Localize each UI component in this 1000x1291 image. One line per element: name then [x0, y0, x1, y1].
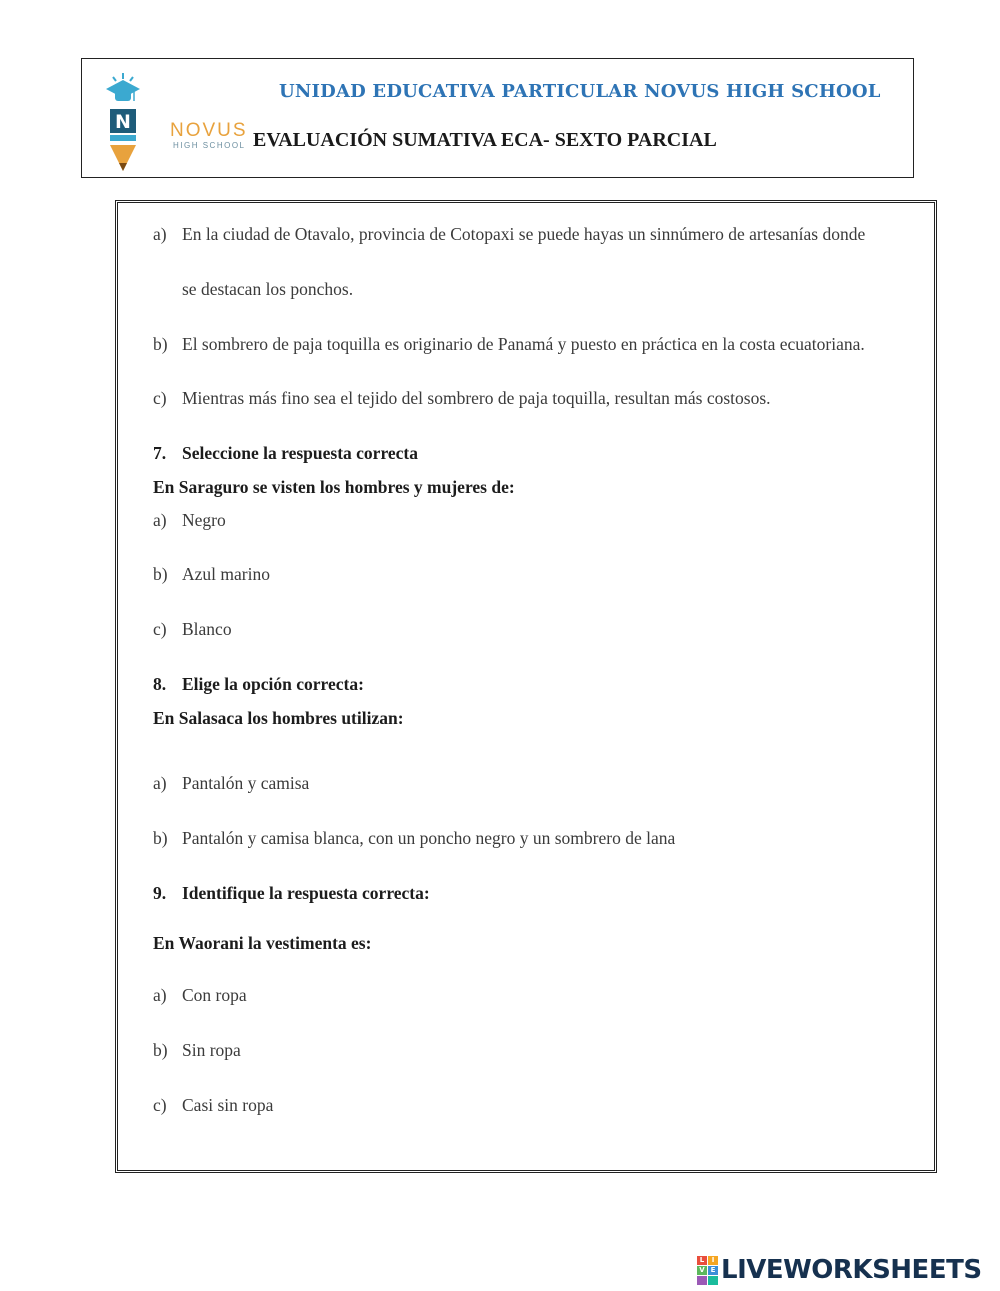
option-label: b): [153, 1040, 168, 1060]
question-title: Elige la opción correcta:: [182, 674, 364, 694]
badge-letter: V: [697, 1266, 707, 1275]
logo-wordmark: [170, 121, 248, 150]
question-number: 8.: [153, 674, 167, 694]
item-label: a): [153, 224, 167, 244]
logo-emblem-icon: [102, 71, 162, 173]
item-label: c): [153, 388, 167, 408]
item-text: El sombrero de paja toquilla es originario de Panamá y puesto en práctica en la costa ecuatoriana.: [182, 334, 865, 354]
option-text: Pantalón y camisa: [182, 773, 310, 793]
live-badge-icon: [697, 1256, 718, 1285]
option-text: Pantalón y camisa blanca, con un poncho negro y un sombrero de lana: [182, 828, 676, 848]
school-logo: [102, 71, 248, 173]
option-text: Negro: [182, 510, 226, 530]
question-number: 9.: [153, 883, 167, 903]
badge-letter: I: [708, 1256, 718, 1265]
liveworksheets-brand[interactable]: [697, 1255, 982, 1285]
option-text: Sin ropa: [182, 1040, 241, 1060]
question-title: Identifique la respuesta correcta:: [182, 883, 430, 903]
question-8-prompt: En Salasaca los hombres utilizan:: [153, 708, 404, 728]
question-7-prompt: En Saraguro se visten los hombres y mujeres de:: [153, 477, 515, 497]
document-header: [81, 58, 914, 178]
item-text: En la ciudad de Otavalo, provincia de Cotopaxi se puede hayas un sinnúmero de artesanías donde: [182, 224, 866, 244]
item-text: Mientras más fino sea el tejido del sombrero de paja toquilla, resultan más costosos.: [182, 388, 771, 408]
question-title: Seleccione la respuesta correcta: [182, 443, 419, 463]
option-label: b): [153, 828, 168, 848]
option-text: Blanco: [182, 619, 232, 639]
option-label: b): [153, 564, 168, 584]
evaluation-title: EVALUACIÓN SUMATIVA ECA- SEXTO PARCIAL: [253, 129, 717, 151]
badge-letter: L: [697, 1256, 707, 1265]
option-text: Con ropa: [182, 985, 247, 1005]
badge-block: [697, 1276, 707, 1285]
item-label: b): [153, 334, 168, 354]
question-number: 7.: [153, 443, 167, 463]
brand-name: LIVEWORKSHEETS: [721, 1255, 982, 1285]
logo-name: NOVUS: [170, 120, 248, 141]
svg-text:N: N: [115, 111, 131, 133]
item-text: se destacan los ponchos.: [182, 279, 354, 299]
option-label: a): [153, 773, 167, 793]
option-label: a): [153, 985, 167, 1005]
option-text: Casi sin ropa: [182, 1095, 274, 1115]
option-text: Azul marino: [182, 564, 270, 584]
school-title: UNIDAD EDUCATIVA PARTICULAR NOVUS HIGH SCHOOL: [279, 81, 881, 102]
question-9-prompt: En Waorani la vestimenta es:: [153, 933, 372, 953]
badge-block: [708, 1276, 718, 1285]
option-label: a): [153, 510, 167, 530]
option-label: c): [153, 619, 167, 639]
badge-letter: E: [708, 1266, 718, 1275]
logo-subtitle: HIGH SCHOOL: [173, 141, 246, 150]
option-label: c): [153, 1095, 167, 1115]
